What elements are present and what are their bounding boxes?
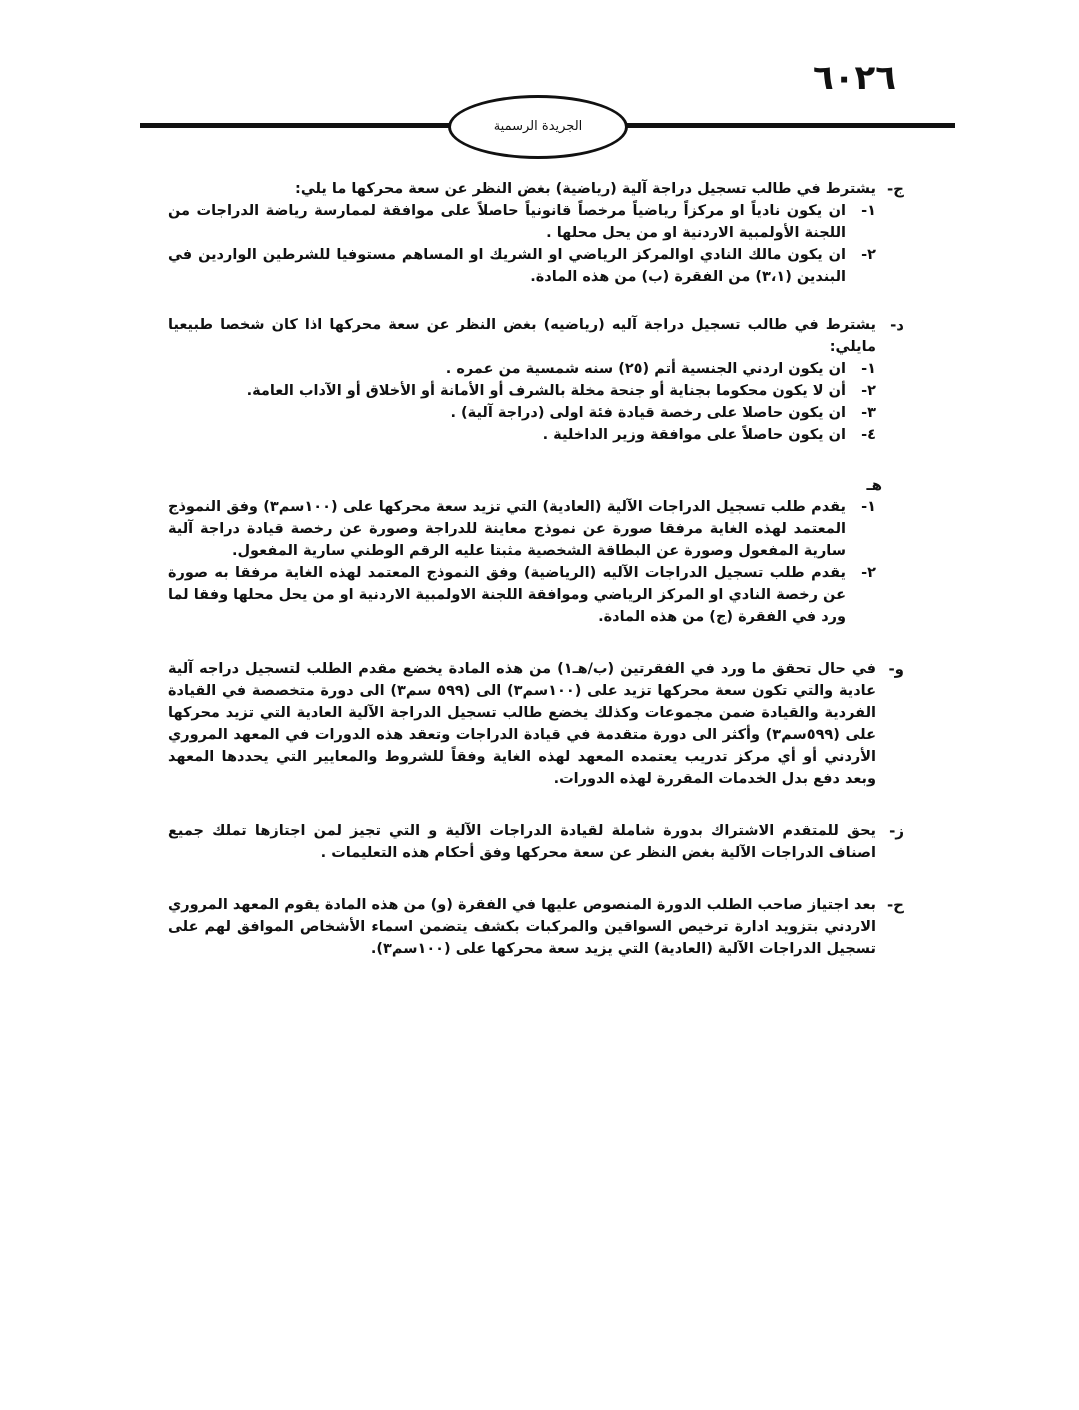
section-haa: [168, 472, 896, 628]
list-item: [168, 424, 876, 446]
page-number: ٦٠٢٦: [812, 58, 896, 98]
section-dal: [168, 314, 904, 446]
list-item: [168, 496, 876, 562]
item-text: أن لا يكون محكوما بجناية أو جنحة مخلة بالشرف أو الأمانة أو الأخلاق أو الآداب العامة.: [246, 383, 846, 399]
section-waw: [168, 658, 904, 790]
list-item: [168, 380, 876, 402]
item-text: ان يكون اردني الجنسية أتم (٢٥) سنه شمسية من عمره .: [445, 361, 846, 377]
item-number: ٢-: [861, 247, 876, 263]
list-item: [168, 562, 876, 628]
header-title: الجريدة الرسمية: [448, 95, 628, 159]
list-item: [168, 402, 876, 424]
section-lead: بعد اجتياز صاحب الطلب الدورة المنصوص عليها في الفقرة (و) من هذه المادة يقوم المعهد المروري الاردني بتزويد ادارة ترخيص السواقين والمركبات بكشف يتضمن اسماء الأشخاص الموافق لهم على تسجيل الدراجات الآلية (العادية) التي يزيد سعة محركها على (١٠٠سم٣).: [168, 897, 876, 957]
item-number: ٣-: [861, 405, 876, 421]
list-item: [168, 358, 876, 380]
section-marker: د-: [890, 316, 904, 334]
item-text: ان يكون حاصلاً على موافقة وزير الداخلية .: [542, 427, 846, 443]
section-lead: يشترط في طالب تسجيل دراجة آليه (رياضيه) بغض النظر عن سعة محركها اذا كان شخصا طبيعيا مايلي:: [168, 317, 876, 355]
item-number: ١-: [861, 203, 876, 219]
section-marker: و-: [888, 660, 904, 678]
section-marker: ج-: [886, 180, 904, 198]
item-text: يقدم طلب تسجيل الدراجات الآليه (الرياضية) وفق النموذج المعتمد لهذه الغاية مرفقا به صورة عن رخصة النادي او المركز الرياضي وموافقة اللجنة الاولمبية الاردنية او من يحل محلها وفقا لما ورد في الفقرة (ج) من هذه المادة.: [168, 565, 846, 625]
item-number: ١-: [861, 499, 876, 515]
item-number: ٢-: [861, 383, 876, 399]
item-text: ان يكون نادياً او مركزاً رياضياً مرخصاً قانونياً حاصلاً على موافقة لممارسة رياضة الدراجات من اللجنة الأولمبية الاردنية او من يحل محلها .: [168, 203, 846, 241]
section-haa2: [168, 894, 904, 960]
list-item: [168, 244, 876, 288]
item-text: يقدم طلب تسجيل الدراجات الآلية (العادية) التي تزيد سعة محركها على (١٠٠سم٣) وفق النموذج المعتمد لهذه الغاية مرفقا صورة عن نموذج معاينة للدراجة وصورة عن رخصة قيادة دراجة آلية سارية المفعول وصورة عن البطاقة الشخصية مثبتا عليه الرقم الوطني سارية المفعول.: [168, 499, 846, 559]
item-number: ١-: [861, 361, 876, 377]
item-text: ان يكون مالك النادي اوالمركز الرياضي او الشريك او المساهم مستوفيا للشرطين الواردين في البندين (٣،١) من الفقرة (ب) من هذه المادة.: [168, 247, 846, 285]
section-marker: هـ: [866, 476, 882, 494]
section-lead: في حال تحقق ما ورد في الفقرتين (ب/هـ١) من هذه المادة يخضع مقدم الطلب لتسجيل دراجه آلية عادية والتي تكون سعة محركها تزيد على (١٠٠سم٣) الى (٥٩٩ سم٣) الى دورة متخصصة في القيادة الفردية والقيادة ضمن مجموعات وكذلك يخضع طالب تسجيل الدراجة الآلية العادية التي تزيد محركها على (٥٩٩سم٣) وأكثر الى دورة متقدمة في قيادة الدراجات وتعقد هذه الدورات في المعهد المروري الأردني أو أي مركز تدريب يعتمده المعهد لهذه الغاية وفقاً للشروط والمعايير التي يحددها المعهد وبعد دفع بدل الخدمات المقررة لهذه الدورات.: [168, 661, 876, 787]
section-marker: ح-: [886, 896, 904, 914]
section-zay: [168, 820, 904, 864]
item-number: ٢-: [861, 565, 876, 581]
section-lead: يحق للمتقدم الاشتراك بدورة شاملة لقيادة الدراجات الآلية و التي تجيز لمن اجتازها تملك جميع اصناف الدراجات الآلية بغض النظر عن سعة محركها وفق أحكام هذه التعليمات .: [168, 823, 876, 861]
item-number: ٤-: [861, 427, 876, 443]
document-body: [168, 178, 904, 960]
item-text: ان يكون حاصلا على رخصة قيادة فئة اولى (دراجة آلية) .: [450, 405, 846, 421]
list-item: [168, 200, 876, 244]
section-marker: ز-: [889, 822, 904, 840]
section-lead: يشترط في طالب تسجيل دراجة آلية (رياضية) بغض النظر عن سعة محركها ما يلي:: [295, 181, 876, 197]
section-jeem: [168, 178, 904, 288]
